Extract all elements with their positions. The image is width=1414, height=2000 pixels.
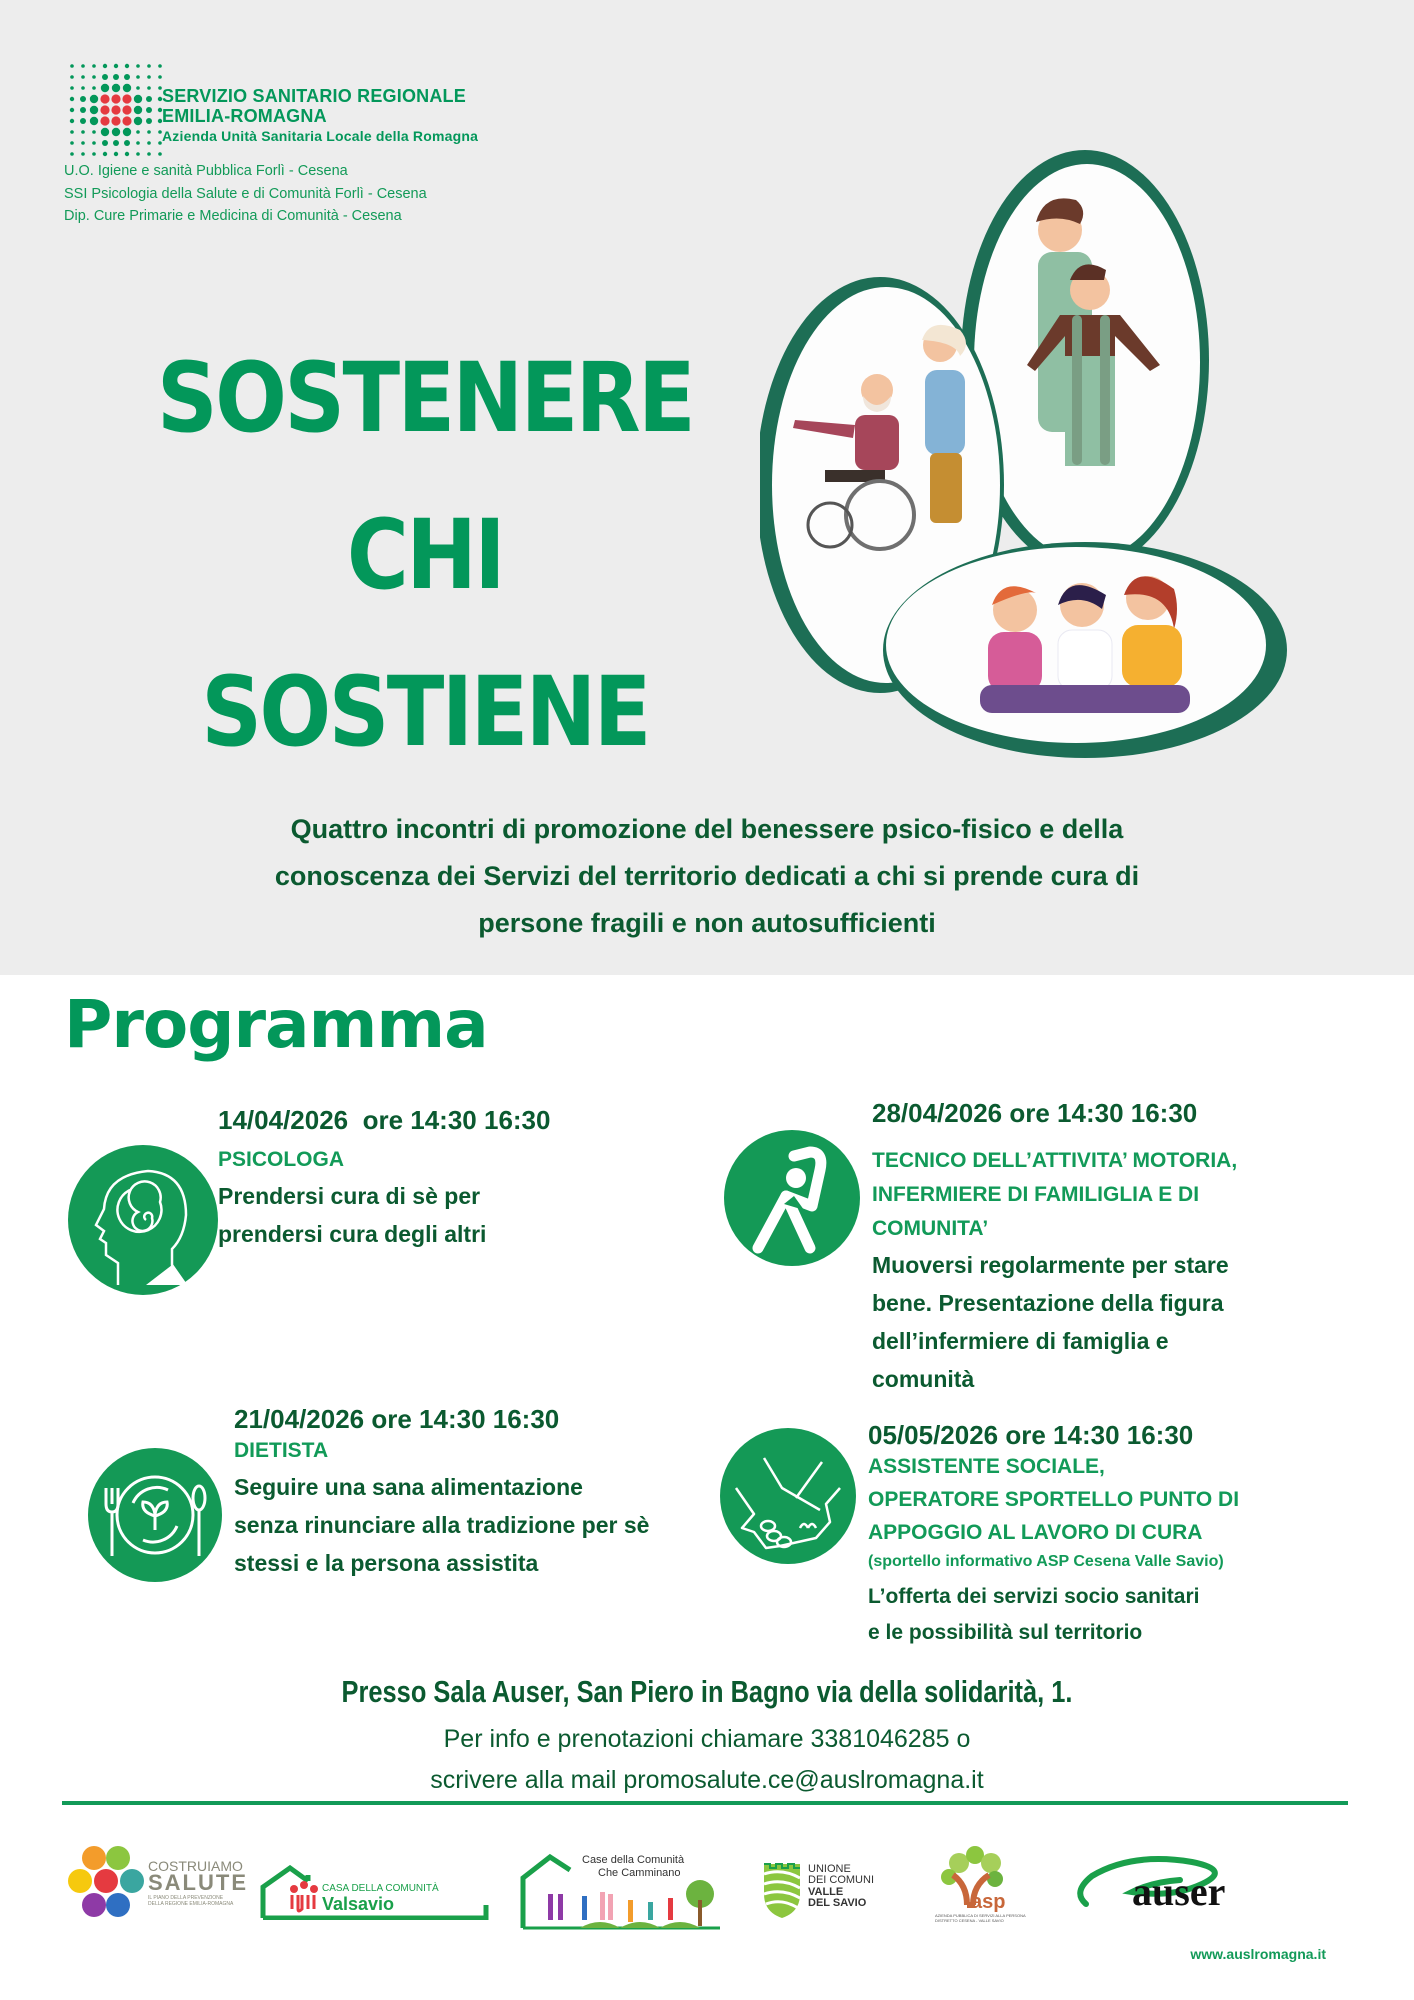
logo-dot [111, 116, 120, 125]
contact-info-line-1: Per info e prenotazioni chiamare 3381046285 o [443, 1725, 971, 1753]
stretching-person-icon [724, 1130, 860, 1266]
logo-dot [122, 94, 131, 103]
event-description-2: e le possibilità sul territorio [868, 1621, 1143, 1644]
event-date: 05/05/2026 ore 14:30 16:30 [868, 1420, 1194, 1450]
logo-dot [147, 86, 151, 90]
logo-dot [70, 86, 74, 90]
department-1: U.O. Igiene e sanità Pubblica Forlì - Cesena [64, 163, 348, 179]
logo-dot [147, 152, 151, 156]
logo-dot [102, 74, 108, 80]
costruiamo-line-4: DELLA REGIONE EMILIA-ROMAGNA [148, 1901, 234, 1907]
title-line-3: SOSTIENE [201, 656, 649, 768]
event-role-2: OPERATORE SPORTELLO PUNTO DI [868, 1488, 1240, 1511]
logo-dot [92, 152, 96, 156]
unione-line-4: DEL SAVIO [808, 1897, 867, 1909]
costruiamo-line-1: COSTRUIAMO [148, 1858, 243, 1874]
logo-dot [111, 105, 120, 114]
logo-dot [90, 106, 98, 114]
casa-line-2: Valsavio [322, 1894, 395, 1914]
asp-caption-1: AZIENDA PUBBLICA DI SERVIZI ALLA PERSONA [935, 1913, 1026, 1918]
logo-dot [146, 96, 152, 102]
logo-dot [70, 152, 74, 156]
subtitle-line-2: conoscenza dei Servizi del territorio dedicati a chi si prende cura di [274, 861, 1140, 891]
logo-dot [81, 152, 85, 156]
illustration-group [760, 140, 1320, 780]
logo-dot [134, 117, 142, 125]
event-description-4: comunità [872, 1366, 975, 1392]
event-description-1: Seguire una sana alimentazione [234, 1474, 583, 1500]
logo-dot [123, 84, 131, 92]
emotional-support-illustration-icon [883, 542, 1287, 758]
asp-caption-2: DISTRETTO CESENA - VALLE SAVIO [935, 1918, 1004, 1923]
logo-dot [80, 118, 86, 124]
logo-dot [81, 75, 85, 79]
event-role-1: TECNICO DELL’ATTIVITA’ MOTORIA, [872, 1149, 1238, 1172]
logo-dot [112, 128, 120, 136]
logo-dot [81, 130, 85, 134]
logo-dot [92, 141, 96, 145]
event-description-1: L’offerta dei servizi socio sanitari [868, 1585, 1200, 1608]
logo-dot [158, 152, 162, 156]
department-3: Dip. Cure Primarie e Medicina di Comunità - Cesena [64, 208, 402, 224]
event-description-1: Prendersi cura di sè per [218, 1183, 481, 1209]
event-date: 28/04/2026 ore 14:30 16:30 [872, 1098, 1198, 1128]
logo-dot [136, 141, 140, 145]
logo-dot [136, 64, 140, 68]
contact-info-line-2[interactable]: scrivere alla mail promosalute.ce@auslromagna.it [430, 1766, 984, 1794]
logo-dot [125, 152, 129, 156]
logo-dot [122, 105, 131, 114]
logo-dot [134, 95, 142, 103]
logo-dot [70, 64, 74, 68]
event-1 [218, 1105, 638, 1253]
logo-dot [134, 106, 142, 114]
event-role-3: COMUNITA’ [872, 1217, 989, 1240]
event-role: DIETISTA [234, 1439, 329, 1462]
auser-name: auser [1132, 1869, 1226, 1914]
title-line-2: CHI [346, 499, 504, 611]
plate-cutlery-icon [88, 1448, 222, 1582]
page-title [157, 320, 694, 791]
asp-logo [935, 1845, 1045, 1925]
logo-dot [70, 119, 74, 123]
logo-dot [70, 108, 74, 112]
logo-dot [81, 86, 85, 90]
holding-hands-icon [720, 1428, 856, 1564]
logo-dot [147, 141, 151, 145]
logo-dot [124, 140, 130, 146]
unione-line-3: VALLE [808, 1886, 844, 1898]
event-description-2: bene. Presentazione della figura [872, 1290, 1224, 1316]
unione-shield-icon [762, 1860, 802, 1920]
logo-dot [146, 118, 152, 124]
logo-dot [136, 130, 140, 134]
logo-dot [125, 64, 129, 68]
logo-dot [101, 84, 109, 92]
logo-dot [80, 107, 86, 113]
logo-dot [158, 64, 162, 68]
logo-dot [92, 86, 96, 90]
costruiamo-line-2: SALUTE [148, 1870, 248, 1895]
event-location: Presso Sala Auser, San Piero in Bagno via della solidarità, 1. [341, 1674, 1073, 1709]
org-line-2: EMILIA-ROMAGNA [162, 106, 327, 126]
logo-dot [103, 152, 107, 156]
logo-dot [70, 130, 74, 134]
logo-dot [123, 128, 131, 136]
event-description-3: dell’infermiere di famiglia e [872, 1328, 1169, 1354]
event-role: PSICOLOGA [218, 1148, 345, 1171]
subtitle-line-1: Quattro incontri di promozione del benessere psico-fisico e della [290, 814, 1124, 844]
logo-dot [122, 116, 131, 125]
logo-dot [147, 130, 151, 134]
org-name [162, 86, 478, 146]
logo-dot [112, 84, 120, 92]
logo-dot [70, 97, 74, 101]
event-2 [872, 1098, 1322, 1398]
logo-dot [113, 140, 119, 146]
case-comunita-camminano-logo [520, 1850, 720, 1930]
website-link[interactable]: www.auslromagna.it [1190, 1946, 1326, 1962]
logo-dot [81, 141, 85, 145]
logo-dot [100, 105, 109, 114]
event-description-3: stessi e la persona assistita [234, 1550, 539, 1576]
logo-dot [81, 64, 85, 68]
org-line-3: Azienda Unità Sanitaria Locale della Romagna [162, 128, 479, 144]
event-description-2: senza rinunciare alla tradizione per sè [234, 1512, 650, 1538]
logo-dot [92, 64, 96, 68]
logo-dot [147, 64, 151, 68]
camminano-line-2: Che Camminano [598, 1867, 681, 1879]
costruiamo-line-3: IL PIANO DELLA PREVENZIONE [148, 1895, 224, 1901]
logo-dot [147, 75, 151, 79]
logo-dot [90, 117, 98, 125]
logo-dot [124, 74, 130, 80]
event-4 [868, 1420, 1328, 1651]
event-description-2: prendersi cura degli altri [218, 1221, 487, 1247]
logo-dot [92, 130, 96, 134]
ssr-dots-logo-icon [66, 60, 166, 160]
event-3 [234, 1404, 694, 1582]
logo-dot [113, 74, 119, 80]
logo-dot [146, 107, 152, 113]
event-note: (sportello informativo ASP Cesena Valle Savio) [868, 1553, 1224, 1570]
logo-dot [92, 75, 96, 79]
department-list [64, 160, 427, 228]
costruiamo-salute-logo [66, 1845, 248, 1920]
program-heading: Programma [64, 986, 488, 1063]
logo-dot [114, 64, 118, 68]
event-subtitle [150, 806, 1264, 947]
event-date: 14/04/2026 ore 14:30 16:30 [218, 1105, 551, 1135]
subtitle-line-3: persone fragili e non autosufficienti [478, 908, 936, 938]
logo-dot [100, 116, 109, 125]
logo-dot [111, 94, 120, 103]
org-line-1: SERVIZIO SANITARIO REGIONALE [162, 86, 466, 106]
camminano-line-1: Case della Comunità [582, 1854, 685, 1866]
logo-dot [136, 152, 140, 156]
event-role-3: APPOGGIO AL LAVORO DI CURA [868, 1521, 1203, 1544]
event-description-1: Muoversi regolarmente per stare [872, 1252, 1229, 1278]
auser-logo [1072, 1852, 1262, 1912]
event-role-2: INFERMIERE DI FAMILIGLIA E DI [872, 1183, 1200, 1206]
event-date: 21/04/2026 ore 14:30 16:30 [234, 1404, 560, 1434]
logo-dot [136, 75, 140, 79]
head-spiral-icon [68, 1145, 218, 1295]
logo-dot [103, 64, 107, 68]
logo-dot [70, 141, 74, 145]
unione-line-1: UNIONE [808, 1863, 851, 1875]
unione-comuni-valle-savio-logo [762, 1860, 892, 1920]
asp-name: asp [971, 1891, 1006, 1913]
unione-line-2: DEI COMUNI [808, 1874, 874, 1886]
department-2: SSI Psicologia della Salute e di Comunità Forlì - Cesena [64, 185, 427, 202]
logo-dot [100, 94, 109, 103]
logo-dot [70, 75, 74, 79]
logo-dot [101, 128, 109, 136]
logo-dot [136, 86, 140, 90]
event-role-1: ASSISTENTE SOCIALE, [868, 1455, 1105, 1478]
casa-comunita-valsavio-logo [260, 1865, 490, 1920]
logo-dot [158, 75, 162, 79]
logo-dot [90, 95, 98, 103]
casa-line-1: CASA DELLA COMUNITÀ [322, 1883, 439, 1894]
logo-dot [114, 152, 118, 156]
logo-dot [102, 140, 108, 146]
title-line-1: SOSTENERE [156, 342, 694, 454]
logo-dot [80, 96, 86, 102]
divider [62, 1801, 1348, 1805]
